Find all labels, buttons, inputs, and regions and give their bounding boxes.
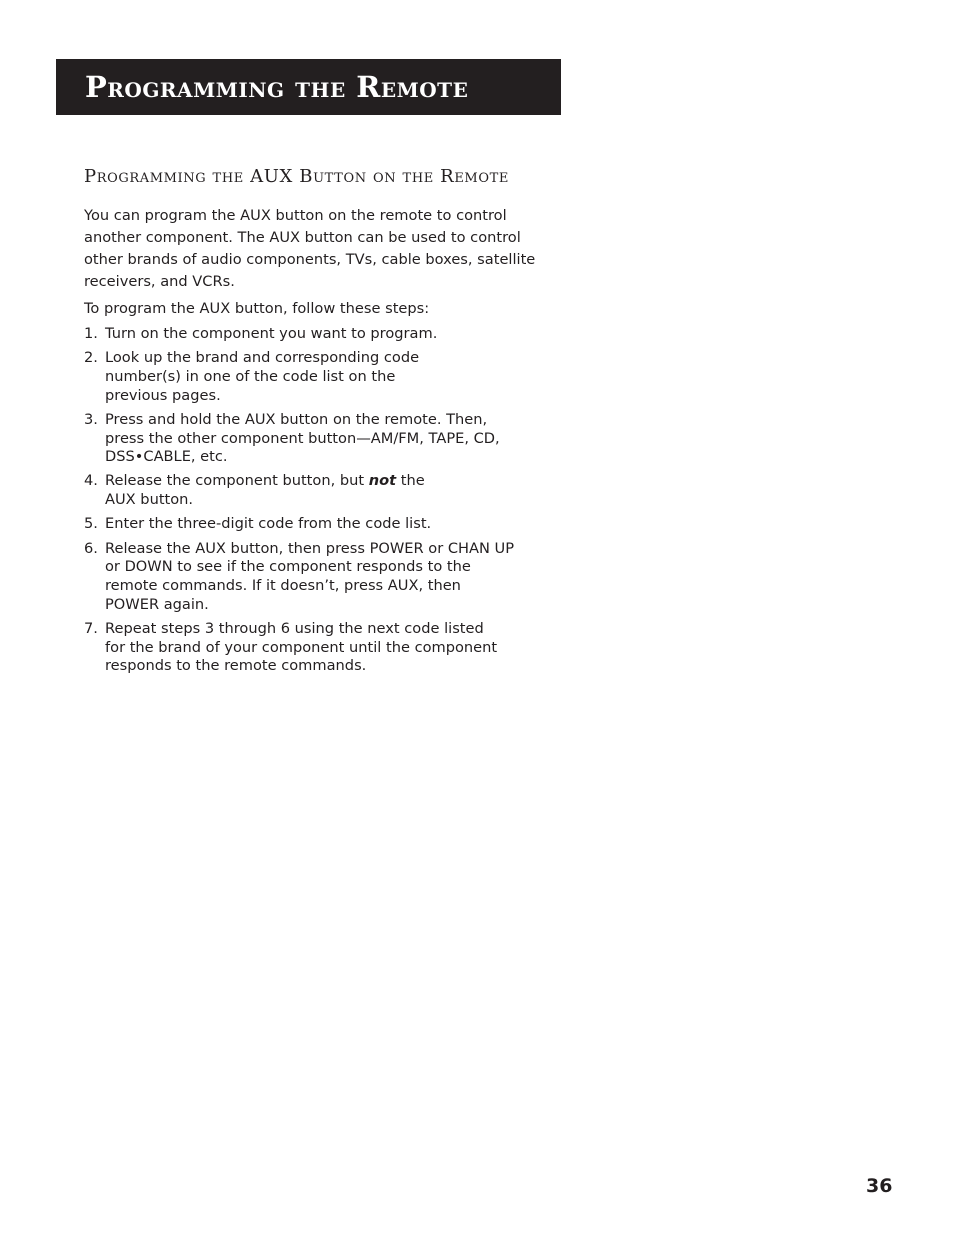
- chapter-title: Programming the Remote: [85, 70, 469, 104]
- step-text: [105, 472, 455, 509]
- step-item: [84, 325, 564, 344]
- section-heading: Programming the AUX Button on the Remote: [84, 166, 509, 187]
- page-number: 36: [866, 1175, 893, 1197]
- step-number: 7.: [84, 619, 98, 637]
- step-item: [84, 411, 564, 467]
- step-emphasis: not: [368, 472, 397, 490]
- step-number: 6.: [84, 539, 98, 557]
- chapter-header-bar: [56, 59, 561, 115]
- step-item: [84, 515, 564, 534]
- step-text: Release the AUX button, then press POWER or CHAN UP or DOWN to see if the component responds to the remote commands. If it doesn’t, press AUX, then POWER again.: [105, 539, 515, 613]
- step-item: [84, 620, 564, 676]
- step-number: 2.: [84, 349, 98, 367]
- step-item: [84, 472, 564, 509]
- intro-paragraph: You can program the AUX button on the remote to control another component. The AUX button can be used to control other brands of audio components, TVs, cable boxes, satellite receivers, and VCRs.: [84, 207, 536, 290]
- page-content: [84, 166, 564, 681]
- step-text-before: Release the component button, but: [105, 472, 369, 490]
- step-number: 3.: [84, 410, 98, 428]
- step-number: 1.: [84, 325, 98, 342]
- step-text: Enter the three-digit code from the code list.: [105, 515, 432, 533]
- lead-in-paragraph: To program the AUX button, follow these steps:: [84, 300, 430, 317]
- steps-list: [84, 325, 564, 676]
- step-text: Repeat steps 3 through 6 using the next code listed for the brand of your component until the component responds to the remote commands.: [105, 619, 498, 675]
- step-item: [84, 540, 564, 615]
- step-text-after: the AUX button.: [105, 472, 425, 509]
- step-text: Turn on the component you want to program.: [105, 325, 438, 342]
- step-text: Look up the brand and corresponding code number(s) in one of the code list on the previous pages.: [105, 349, 420, 404]
- step-number: 4.: [84, 472, 98, 490]
- step-number: 5.: [84, 515, 98, 533]
- step-item: [84, 349, 564, 405]
- step-text: Press and hold the AUX button on the remote. Then, press the other component button—AM/FM, TAPE, CD, DSS•CABLE, etc.: [105, 410, 500, 466]
